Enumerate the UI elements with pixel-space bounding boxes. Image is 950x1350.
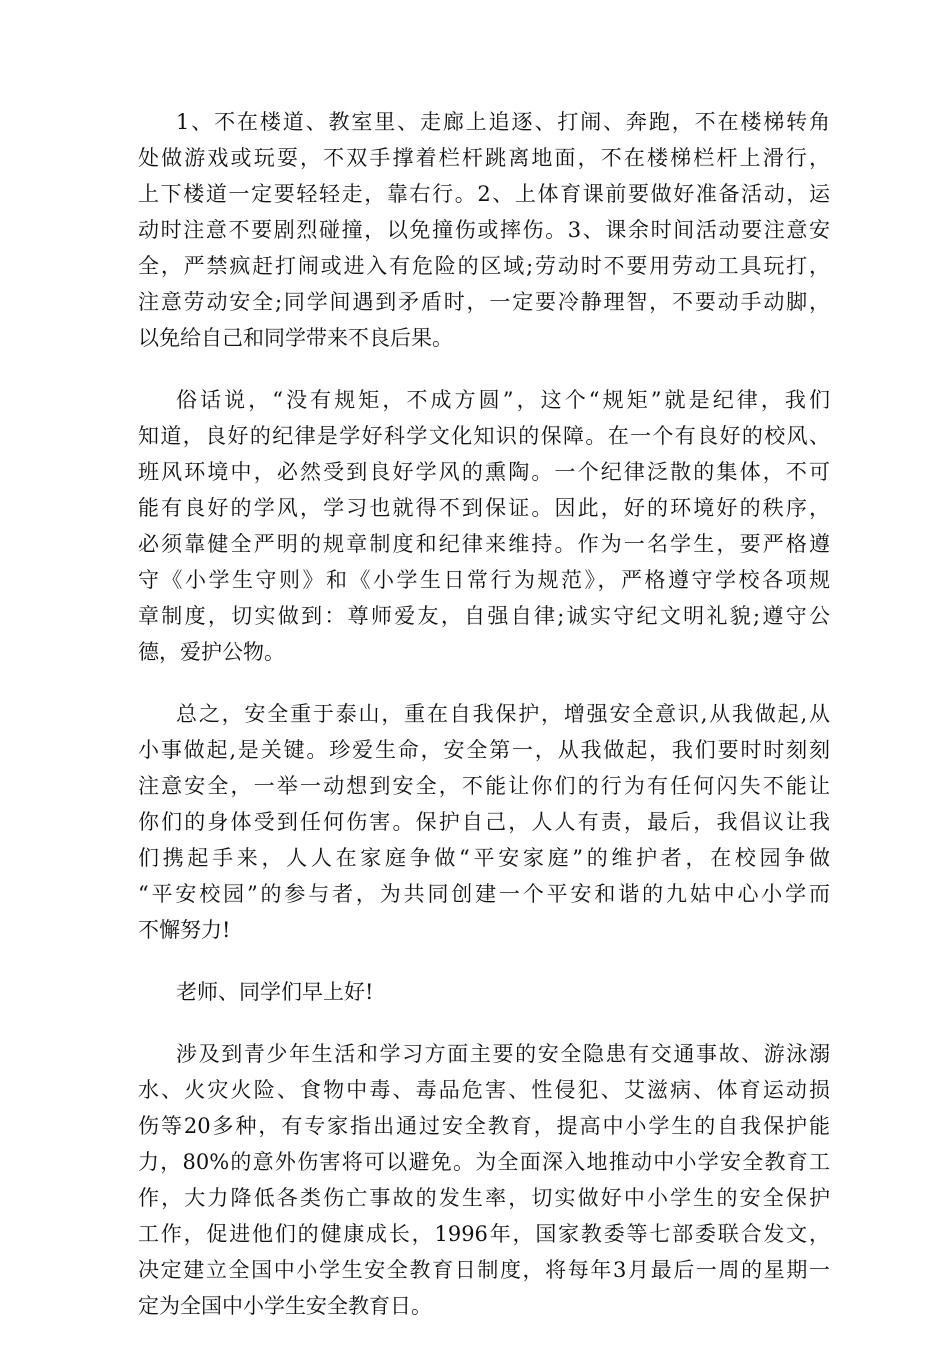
text-line: 注意劳动安全;同学间遇到矛盾时，一定要冷静理智，不要动手动脚，	[138, 290, 830, 314]
document-page	[138, 104, 830, 1350]
text-line: 作，大力降低各类伤亡事故的发生率，切实做好中小学生的安全保护	[138, 1186, 830, 1210]
text-line: 水、火灾火险、食物中毒、毒品危害、性侵犯、艾滋病、体育运动损	[138, 1078, 830, 1102]
text-line: 上下楼道一定要轻轻走，靠右行。2、上体育课前要做好准备活动，运	[138, 182, 830, 206]
text-line: 不懈努力!	[138, 918, 231, 942]
text-line: 小事做起,是关键。珍爱生命，安全第一，从我做起，我们要时时刻刻	[138, 738, 830, 762]
text-line: 守《小学生守则》和《小学生日常行为规范》，严格遵守学校各项规	[138, 568, 830, 592]
text-line: 知道，良好的纪律是学好科学文化知识的保障。在一个有良好的校风、	[138, 424, 830, 448]
text-line: 班风环境中，必然受到良好学风的熏陶。一个纪律泛散的集体，不可	[138, 460, 830, 484]
text-line: 处做游戏或玩耍，不双手撑着栏杆跳离地面，不在楼梯栏杆上滑行，	[138, 146, 830, 170]
text-line: 以免给自己和同学带来不良后果。	[138, 326, 453, 350]
paragraph-safety-rules	[138, 104, 830, 356]
text-line: 章制度，切实做到：尊师爱友，自强自律;诚实守纪文明礼貌;遵守公	[138, 604, 830, 628]
text-line: 决定建立全国中小学生安全教育日制度，将每年3月最后一周的星期一	[138, 1258, 830, 1282]
text-line: 涉及到青少年生活和学习方面主要的安全隐患有交通事故、游泳溺	[176, 1042, 830, 1066]
text-line: 德，爱护公物。	[138, 640, 285, 664]
text-line: “平安校园”的参与者，为共同创建一个平安和谐的九姑中心小学而	[138, 882, 830, 906]
text-line: 能有良好的学风，学习也就得不到保证。因此，好的环境好的秩序，	[138, 496, 830, 520]
text-line: 1、不在楼道、教室里、走廊上追逐、打闹、奔跑，不在楼梯转角	[176, 110, 830, 134]
text-line: 动时注意不要剧烈碰撞，以免撞伤或摔伤。3、课余时间活动要注意安	[138, 218, 830, 242]
paragraph-greeting	[138, 974, 830, 1010]
text-line: 工作，促进他们的健康成长，1996年，国家教委等七部委联合发文，	[138, 1222, 830, 1246]
text-line: 力，80%的意外伤害将可以避免。为全面深入地推动中小学安全教育工	[138, 1150, 830, 1174]
text-line: 全，严禁疯赶打闹或进入有危险的区域;劳动时不要用劳动工具玩打，	[138, 254, 830, 278]
text-line: 定为全国中小学生安全教育日。	[138, 1294, 432, 1318]
text-line: 总之，安全重于泰山，重在自我保护，增强安全意识,从我做起,从	[176, 702, 830, 726]
paragraph-safety-education-day	[138, 1036, 830, 1324]
text-line: 伤等20多种，有专家指出通过安全教育，提高中小学生的自我保护能	[138, 1114, 830, 1138]
text-line: 们携起手来，人人在家庭争做“平安家庭”的维护者，在校园争做	[138, 846, 830, 870]
text-line: 老师、同学们早上好!	[176, 980, 374, 1004]
paragraph-discipline	[138, 382, 830, 670]
text-line: 俗话说，“没有规矩，不成方圆”，这个“规矩”就是纪律，我们	[176, 388, 830, 412]
paragraph-conclusion	[138, 696, 830, 948]
text-line: 你们的身体受到任何伤害。保护自己，人人有责，最后，我倡议让我	[138, 810, 830, 834]
text-line: 注意安全，一举一动想到安全，不能让你们的行为有任何闪失不能让	[138, 774, 830, 798]
text-line: 必须靠健全严明的规章制度和纪律来维持。作为一名学生，要严格遵	[138, 532, 830, 556]
